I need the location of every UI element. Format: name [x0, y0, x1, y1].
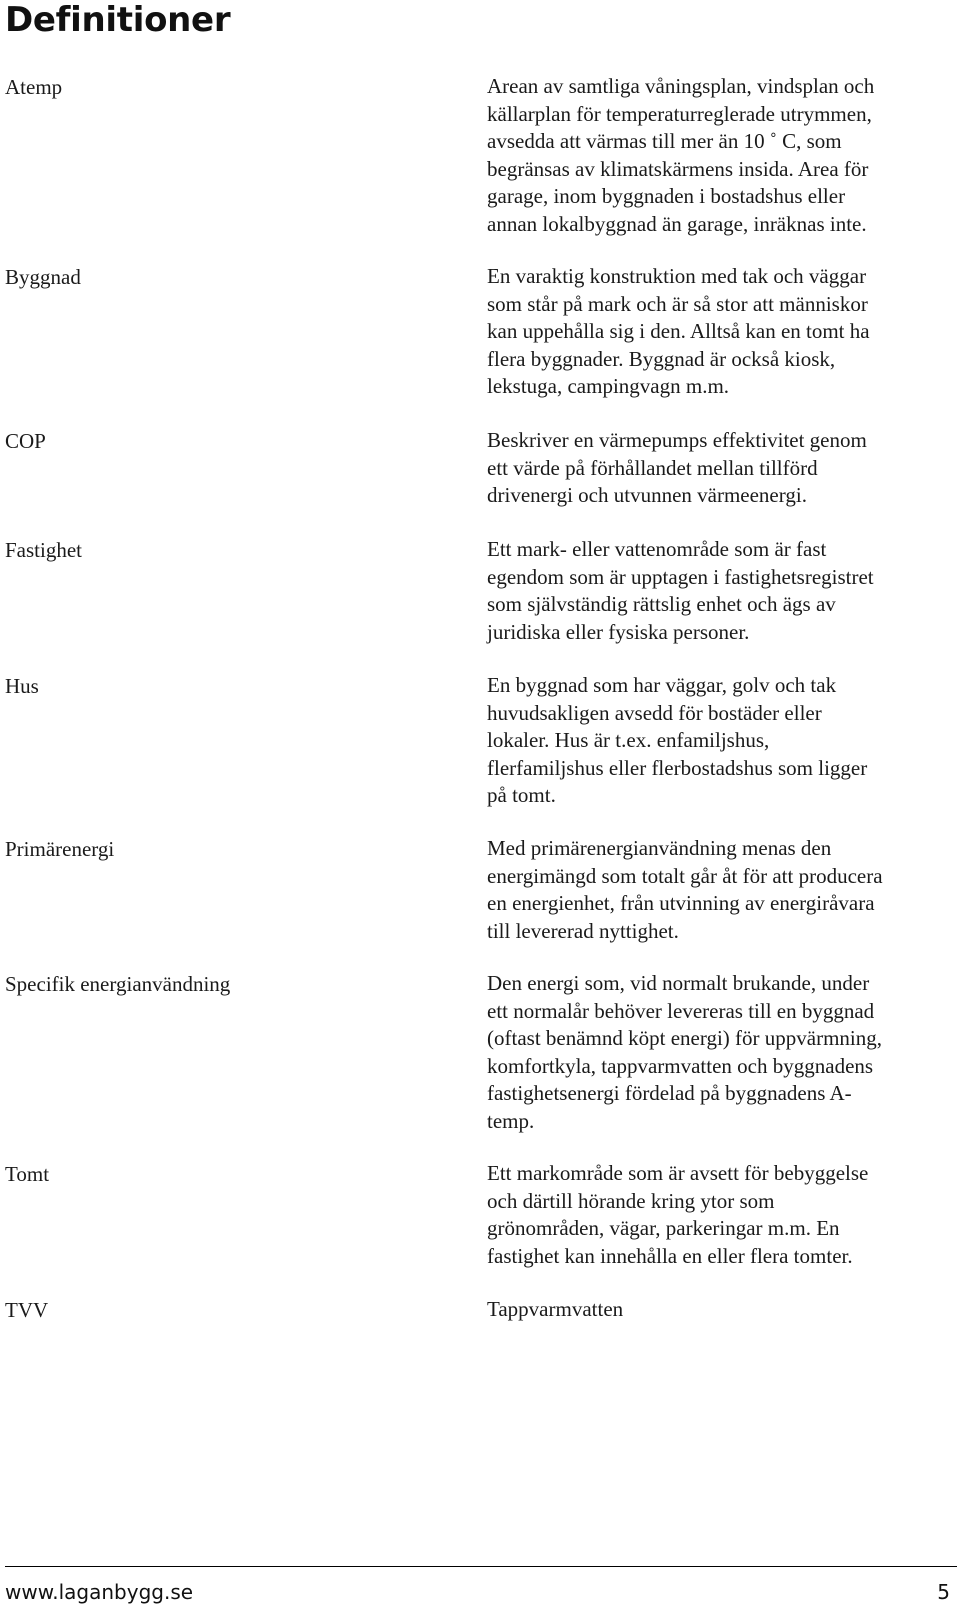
term-tvv: TVV [5, 1298, 49, 1322]
page-title: Definitioner [5, 0, 231, 40]
definition-primarenergi: Med primärenergianvändning menas den energimängd som totalt går åt för att producera en energienhet, från utvinning av energiråvara till levererad nyttighet. [487, 836, 883, 943]
term-fastighet: Fastighet [5, 538, 82, 562]
term-atemp: Atemp [5, 75, 63, 99]
term-tomt: Tomt [5, 1162, 50, 1186]
definition-fastighet: Ett mark- eller vattenområde som är fast egendom som är upptagen i fastighetsregistret som självständig rättslig enhet och ägs av juridiska eller fysiska personer. [487, 537, 874, 644]
term-hus: Hus [5, 674, 39, 698]
term-cop: COP [5, 429, 46, 453]
term-specifik-energianvandning: Specifik energianvändning [5, 972, 231, 996]
definition-tvv: Tappvarmvatten [487, 1297, 624, 1321]
definition-byggnad: En varaktig konstruktion med tak och väggar som står på mark och är så stor att människor kan uppehålla sig i den. Alltså kan en tomt ha flera byggnader. Byggnad är också kiosk, lekstuga, campingvagn m.m. [487, 264, 870, 399]
definition-atemp: Arean av samtliga våningsplan, vindsplan och källarplan för temperaturreglerade utrymmen, avsedda att värmas till mer än 10 ˚ C, som begränsas av klimatskärmens insida. Area för garage, inom byggnaden i bostadshus eller annan lokalbyggnad än garage, inräknas inte. [487, 74, 875, 236]
footer-url: www.laganbygg.se [5, 1580, 194, 1604]
term-byggnad: Byggnad [5, 265, 81, 289]
term-primarenergi: Primärenergi [5, 837, 115, 861]
definition-specifik-energianvandning: Den energi som, vid normalt brukande, under ett normalår behöver levereras till en byggnad (oftast benämnd köpt energi) för uppvärmning, komfortkyla, tappvarmvatten och byggnadens fastighetsenergi fördelad på byggnadens A- temp. [487, 971, 883, 1133]
footer-page-number: 5 [937, 1580, 950, 1604]
definition-cop: Beskriver en värmepumps effektivitet genom ett värde på förhållandet mellan tillförd drivenergi och utvunnen värmeenergi. [487, 428, 867, 508]
definition-hus: En byggnad som har väggar, golv och tak huvudsakligen avsedd för bostäder eller lokaler. Hus är t.ex. enfamiljshus, flerfamiljshus eller flerbostadshus som ligger på tomt. [487, 673, 868, 808]
footer-divider [5, 1566, 957, 1567]
definition-tomt: Ett markområde som är avsett för bebyggelse och därtill hörande kring ytor som grönområden, vägar, parkeringar m.m. En fastighet kan innehålla en eller flera tomter. [487, 1161, 869, 1268]
